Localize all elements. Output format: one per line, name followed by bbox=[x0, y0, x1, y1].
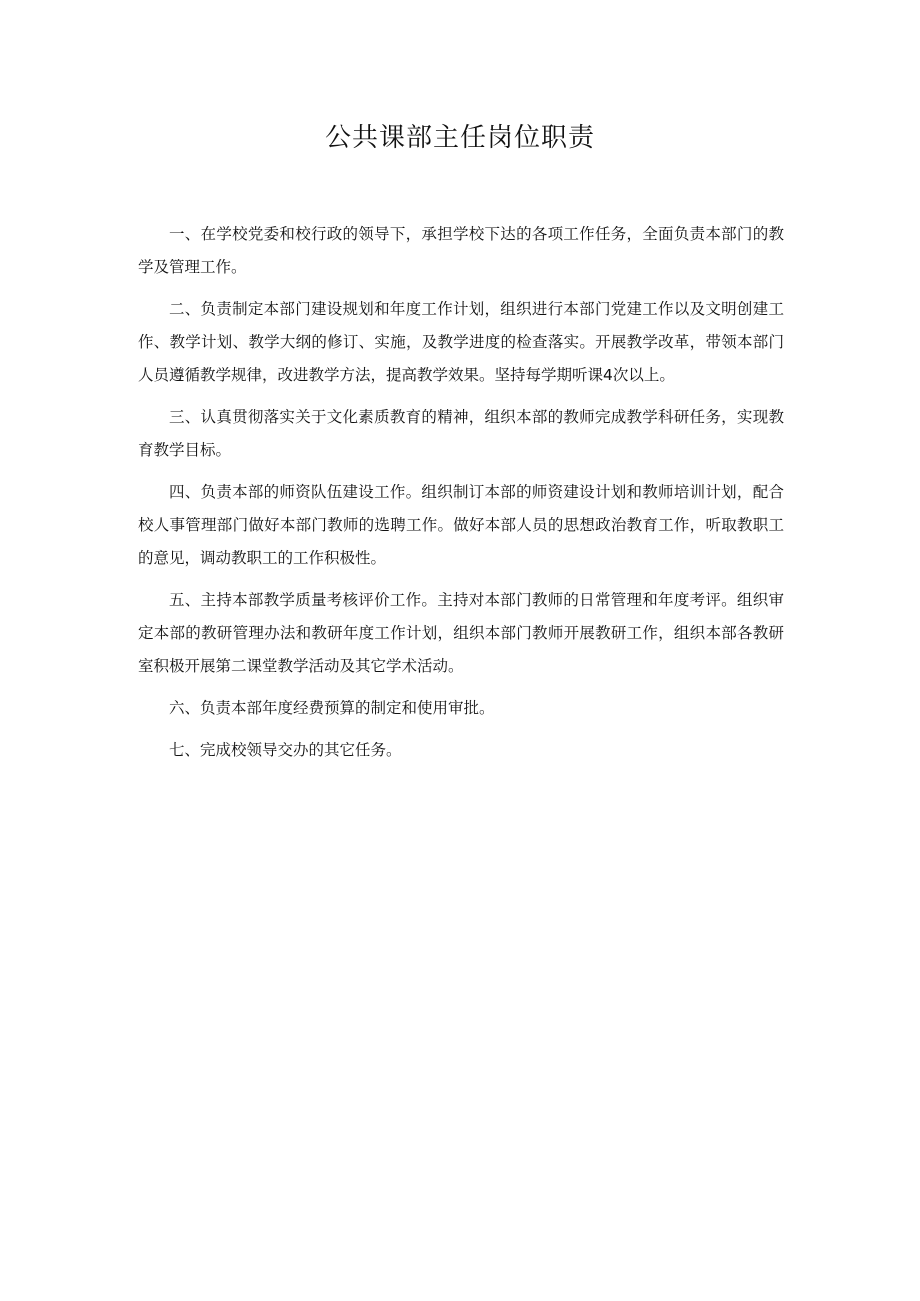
paragraph-4: 四、负责本部的师资队伍建设工作。组织制订本部的师资建设计划和教师培训计划，配合校人事管理部门做好本部门教师的选聘工作。做好本部人员的思想政治教育工作，听取教职工的意见，调动教职工的工作积极性。 bbox=[138, 483, 784, 567]
paragraph-6: 六、负责本部年度经费预算的制定和使用审批。 bbox=[169, 699, 495, 717]
paragraph-7: 七、完成校领导交办的其它任务。 bbox=[169, 741, 402, 759]
document-body bbox=[138, 218, 784, 776]
paragraph-3: 三、认真贯彻落实关于文化素质教育的精神，组织本部的教师完成教学科研任务，实现教育教学目标。 bbox=[138, 408, 784, 459]
paragraph-5: 五、主持本部教学质量考核评价工作。主持对本部门教师的日常管理和年度考评。组织审定本部的教研管理办法和教研年度工作计划，组织本部门教师开展教研工作，组织本部各教研室积极开展第二课堂教学活动及其它学术活动。 bbox=[138, 591, 784, 675]
paragraph-2: 二、负责制定本部门建设规划和年度工作计划，组织进行本部门党建工作以及文明创建工作、教学计划、教学大纲的修订、实施，及教学进度的检查落实。开展教学改革，带领本部门人员遵循教学规律，改进教学方法，提高教学效果。坚持每学期听课4次以上。 bbox=[138, 300, 784, 384]
document-title: 公共课部主任岗位职责 bbox=[324, 123, 595, 153]
paragraph-1: 一、在学校党委和校行政的领导下，承担学校下达的各项工作任务，全面负责本部门的教学及管理工作。 bbox=[138, 225, 784, 276]
